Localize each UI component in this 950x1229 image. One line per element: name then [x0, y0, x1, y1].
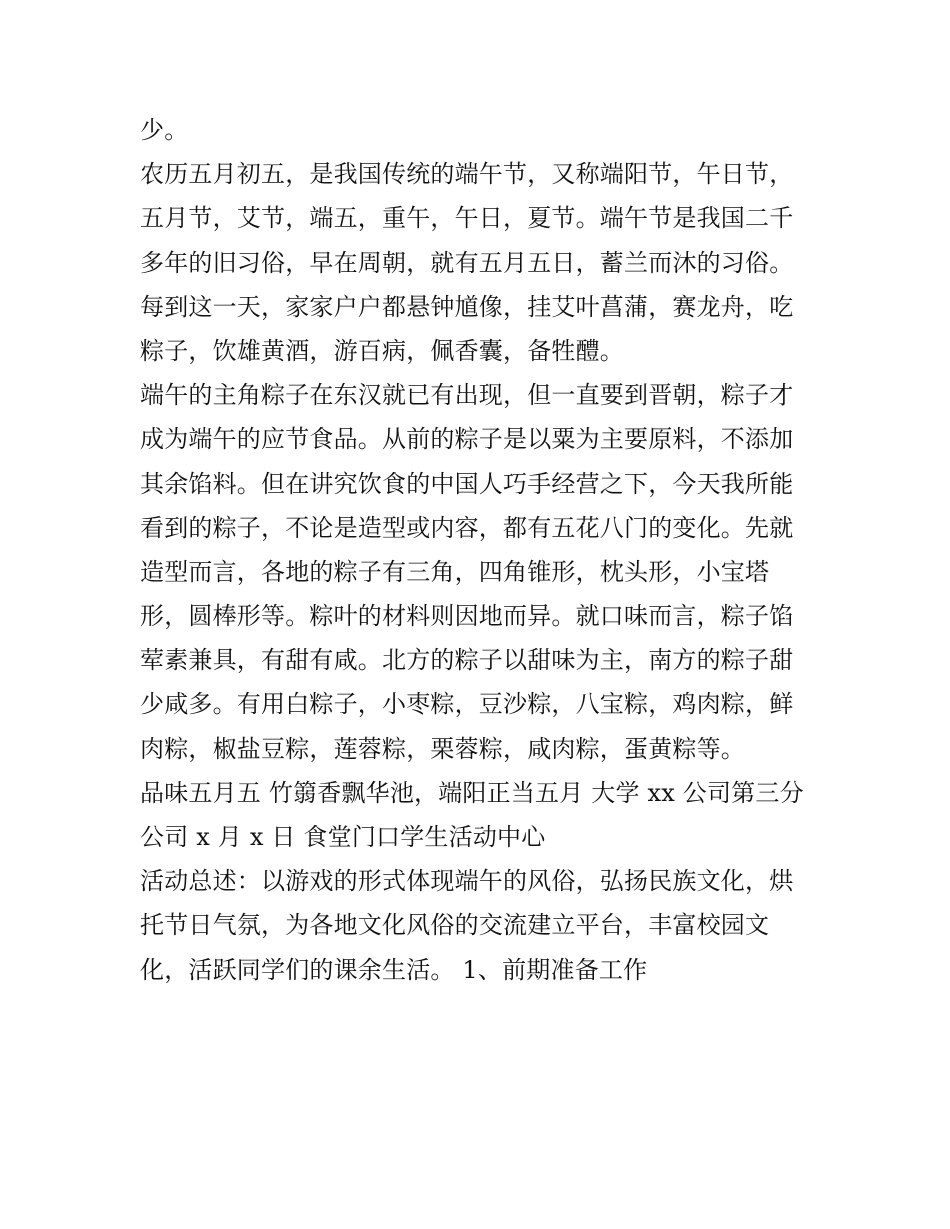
text-line: 每到这一天，家家户户都悬钟馗像，挂艾叶菖蒲，赛龙舟，吃 — [140, 292, 794, 321]
text-line: 肉粽，椒盐豆粽，莲蓉粽，栗蓉粽，咸肉粽，蛋黄粽等。 — [140, 734, 745, 763]
text-line: 看到的粽子，不论是造型或内容，都有五花八门的变化。先就 — [140, 513, 794, 542]
text-line: 多年的旧习俗，早在周朝，就有五月五日，蓄兰而沐的习俗。 — [140, 248, 794, 277]
text-line: 造型而言，各地的粽子有三角，四角锥形，枕头形，小宝塔 — [140, 557, 770, 586]
text-line: 形，圆棒形等。粽叶的材料则因地而异。就口味而言，粽子馅 — [140, 602, 794, 631]
text-line: 托节日气氛，为各地文化风俗的交流建立平台，丰富校园文 — [140, 911, 770, 940]
text-line: 荤素兼具，有甜有咸。北方的粽子以甜味为主，南方的粽子甜 — [140, 646, 794, 675]
text-line: 五月节，艾节，端五，重午，午日，夏节。端午节是我国二千 — [140, 204, 794, 233]
text-line: 活动总述：以游戏的形式体现端午的风俗，弘扬民族文化，烘 — [140, 867, 794, 896]
text-line: 化，活跃同学们的课余生活。 1、前期准备工作 — [140, 955, 648, 984]
text-line: 公司 x 月 x 日 食堂门口学生活动中心 — [140, 823, 546, 851]
text-line: 成为端午的应节食品。从前的粽子是以粟为主要原料，不添加 — [140, 425, 794, 454]
text-line: 端午的主角粽子在东汉就已有出现，但一直要到晋朝，粽子才 — [140, 381, 794, 410]
text-line: 少。 — [140, 116, 189, 144]
text-line: 粽子，饮雄黄酒，游百病，佩香囊，备牲醴。 — [140, 336, 624, 365]
text-line: 农历五月初五，是我国传统的端午节，又称端阳节，午日节， — [140, 160, 794, 189]
text-line: 少咸多。有用白粽子，小枣粽，豆沙粽，八宝粽，鸡肉粽，鲜 — [140, 690, 794, 719]
text-line: 其余馅料。但在讲究饮食的中国人巧手经营之下，今天我所能 — [140, 469, 794, 498]
body-text — [140, 108, 820, 992]
text-line: 品味五月五 竹篛香飘华池，端阳正当五月 大学 xx 公司第三分 — [140, 778, 804, 807]
